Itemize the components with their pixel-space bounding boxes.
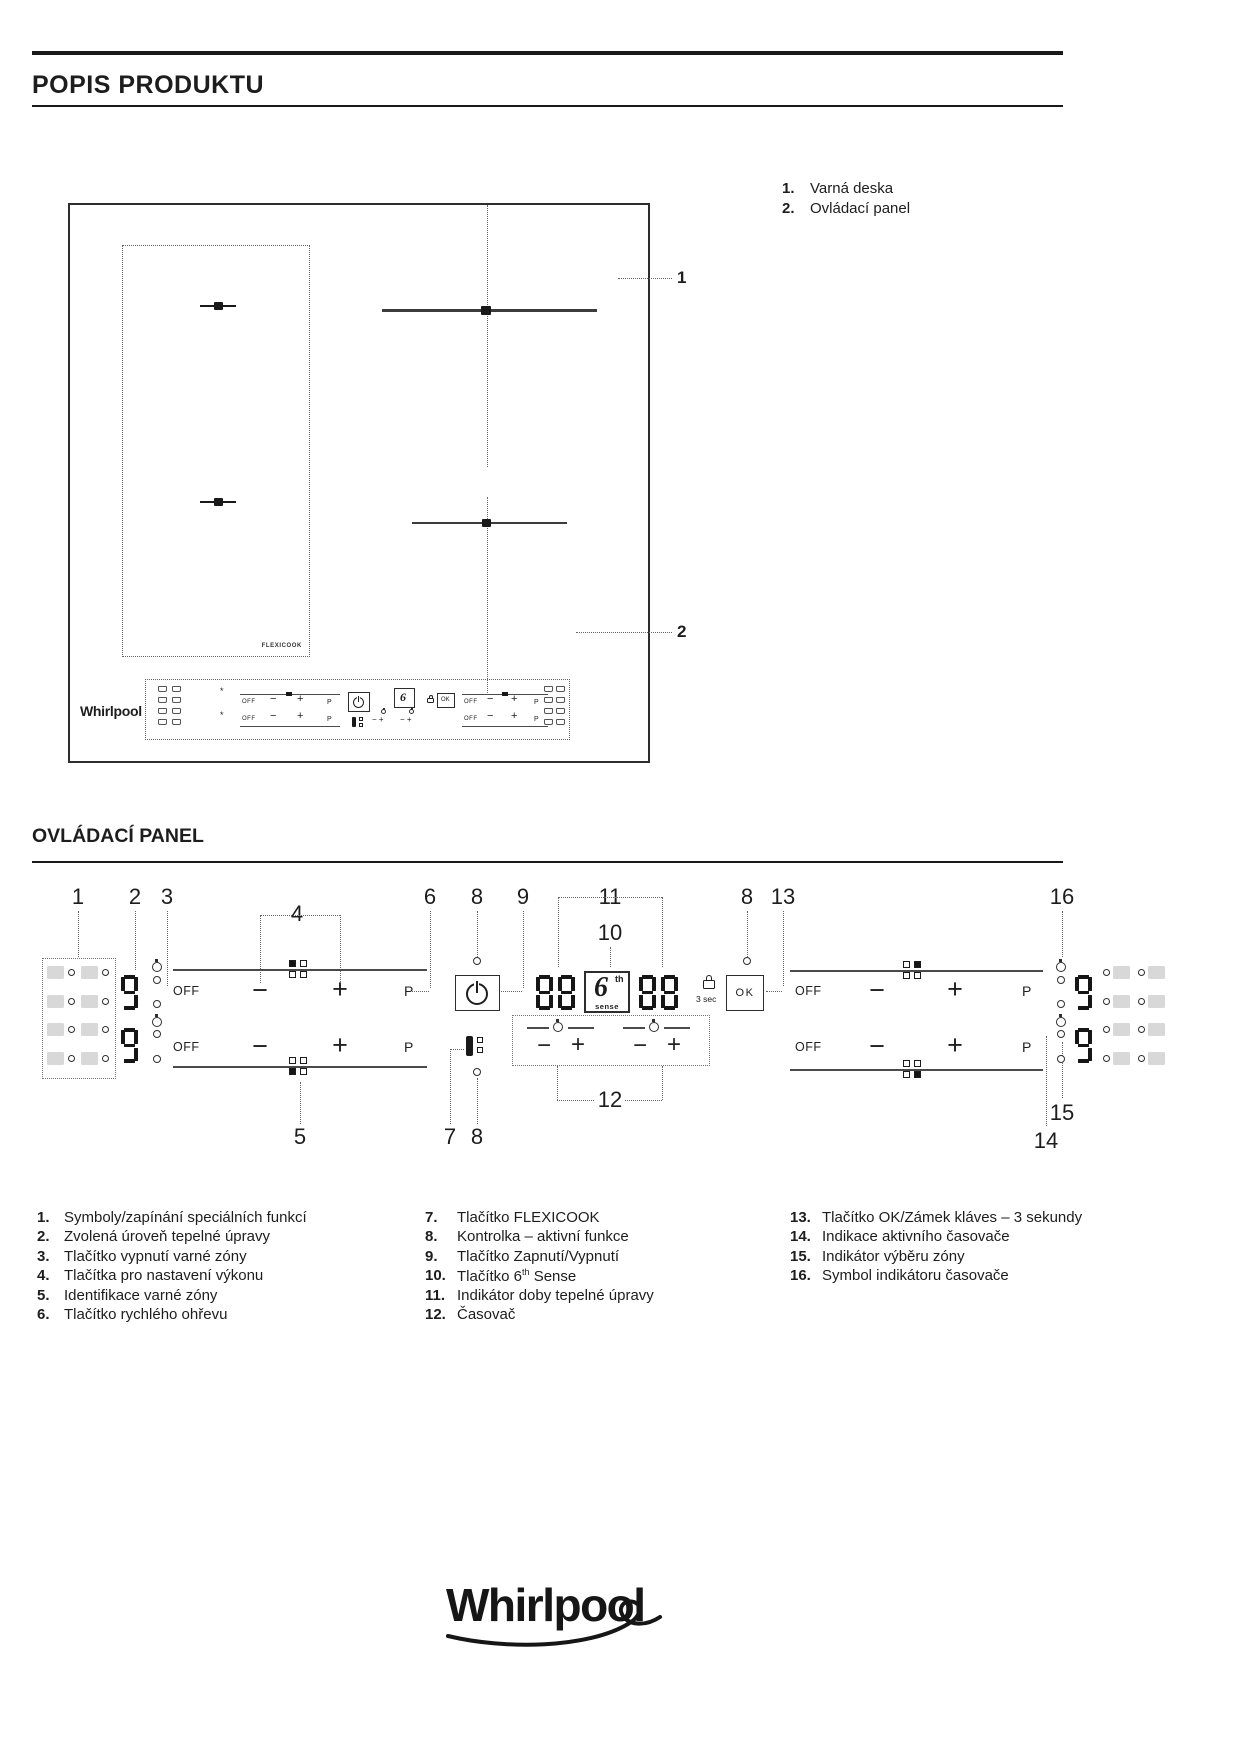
pot-icon — [544, 697, 553, 703]
mini-p-label: P — [534, 699, 539, 706]
pot-icon — [556, 686, 565, 692]
leader-line — [430, 911, 431, 988]
figure-legend-number: 1. — [782, 180, 795, 197]
panel-callout-7: 7 — [441, 1126, 459, 1148]
legend-text: Symbol indikátoru časovače — [822, 1267, 1009, 1284]
active-function-led — [743, 957, 751, 965]
legend-text: Tlačítko OK/Zámek kláves – 3 sekundy — [822, 1209, 1083, 1226]
function-key — [1113, 1023, 1130, 1036]
zone-id-square — [903, 1060, 910, 1067]
legend-number: 7. — [425, 1209, 438, 1226]
function-led — [1103, 1055, 1110, 1062]
leader-line — [135, 911, 136, 970]
function-led — [1138, 998, 1145, 1005]
plus-button: + — [947, 974, 963, 1004]
mini-slider-line — [462, 726, 548, 727]
pot-icon — [172, 686, 181, 692]
function-led — [1138, 1026, 1145, 1033]
special-function-icon: * — [220, 710, 224, 720]
panel-callout-5: 5 — [291, 1126, 309, 1148]
legend-number: 4. — [37, 1267, 50, 1284]
legend-text-6th-sense: Tlačítko 6th Sense — [457, 1267, 577, 1285]
mini-off-label: OFF — [242, 699, 256, 705]
mini-p-label: P — [327, 699, 332, 706]
panel-callout-6: 6 — [421, 886, 439, 908]
mini-timer-minus-plus: − + — [372, 715, 384, 724]
mini-flexicook-button — [352, 717, 356, 727]
zone-select-led — [1057, 1000, 1065, 1008]
leader-line — [477, 1078, 478, 1124]
function-led — [68, 998, 75, 1005]
function-led — [1103, 1026, 1110, 1033]
zone-id-square — [914, 961, 921, 968]
panel-callout-10: 10 — [595, 922, 625, 944]
mini-6th-sense-digit: 6 — [400, 690, 406, 704]
function-key — [47, 1023, 64, 1036]
pot-icon — [158, 708, 167, 714]
timer-line — [623, 1027, 645, 1029]
panel-callout-12: 12 — [595, 1089, 625, 1111]
leader-line — [610, 947, 611, 967]
zone-cross-center — [482, 519, 491, 527]
zone-cross-vertical — [487, 205, 488, 467]
minus-button: − — [252, 1031, 268, 1061]
mini-flexicook-square — [359, 717, 363, 721]
off-button: OFF — [173, 1040, 200, 1054]
leader-line — [747, 911, 748, 957]
mini-timer-minus-plus: − + — [400, 715, 412, 724]
mini-slider-line — [240, 726, 340, 727]
legend-number: 6. — [37, 1306, 50, 1323]
active-function-led — [473, 957, 481, 965]
panel-callout-16: 16 — [1047, 886, 1077, 908]
zone-id-square — [289, 960, 296, 967]
cook-time-display — [536, 975, 575, 1010]
legend-number: 9. — [425, 1248, 438, 1265]
mini-lock-icon — [427, 698, 434, 703]
pot-icon — [544, 686, 553, 692]
legend-number: 1. — [37, 1209, 50, 1226]
whirlpool-wordmark: Whirlpool — [446, 1579, 645, 1631]
mini-plus: + — [297, 710, 304, 722]
function-key — [1113, 966, 1130, 979]
function-key — [1113, 995, 1130, 1008]
function-key — [47, 966, 64, 979]
zone-select-led — [153, 1030, 161, 1038]
timer-indicator-icon — [152, 962, 162, 972]
legend-text: Tlačítko FLEXICOOK — [457, 1209, 600, 1226]
pot-icon — [544, 719, 553, 725]
whirlpool-logo-small: Whirlpool — [80, 703, 142, 719]
legend-text: Symboly/zapínání speciálních funkcí — [64, 1209, 307, 1226]
mini-zone-marker — [502, 692, 508, 696]
timer-indicator-icon — [152, 1017, 162, 1027]
timer-minus-button: − — [536, 1032, 551, 1059]
leader-line — [260, 915, 261, 983]
function-key — [81, 966, 98, 979]
6th-sense-label: sense — [595, 1002, 619, 1011]
pot-icon — [556, 719, 565, 725]
timer-indicator-icon — [1056, 1017, 1066, 1027]
minus-button: − — [869, 1031, 885, 1061]
function-key — [1148, 1023, 1165, 1036]
pot-icon — [158, 719, 167, 725]
function-key — [47, 1052, 64, 1065]
legend-number: 15. — [790, 1248, 811, 1265]
figure-callout-2: 2 — [677, 622, 687, 641]
legend-text: Kontrolka – aktivní funkce — [457, 1228, 629, 1245]
leader-line — [450, 1049, 464, 1050]
function-led — [102, 1055, 109, 1062]
flexicook-square — [477, 1037, 483, 1043]
timer-icon — [649, 1022, 659, 1032]
panel-callout-4: 4 — [288, 903, 306, 925]
legend-text: Indikátor doby tepelné úpravy — [457, 1287, 654, 1304]
flexicook-zone-label: FLEXICOOK — [261, 643, 302, 649]
function-key — [81, 1023, 98, 1036]
leader-line — [477, 911, 478, 957]
function-key — [1148, 995, 1165, 1008]
plus-button: + — [332, 974, 348, 1004]
zone-id-square — [914, 1060, 921, 1067]
leader-line — [78, 911, 79, 957]
function-key — [1148, 966, 1165, 979]
leader-line — [501, 991, 522, 992]
figure-legend-number: 2. — [782, 200, 795, 217]
flexi-marker-dot — [214, 498, 223, 506]
zone-select-led — [1057, 1030, 1065, 1038]
pot-icon — [158, 686, 167, 692]
off-button: OFF — [795, 1040, 822, 1054]
6th-sense-digit: 6 — [594, 972, 608, 1003]
lock-hint: 3 sec — [696, 994, 717, 1004]
mini-timer-icon — [409, 709, 414, 714]
panel-callout-1: 1 — [69, 886, 87, 908]
flexicook-square — [477, 1047, 483, 1053]
timer-line — [527, 1027, 549, 1029]
zone-select-led — [1057, 976, 1065, 984]
lock-icon — [703, 980, 715, 989]
pot-icon — [158, 697, 167, 703]
6th-sense-sup: th — [615, 974, 624, 984]
zone-id-square — [300, 971, 307, 978]
legend-number: 10. — [425, 1267, 446, 1284]
legend-text: Identifikace varné zóny — [64, 1287, 218, 1304]
timer-icon — [553, 1022, 563, 1032]
timer-plus-button: + — [666, 1031, 681, 1058]
power-boost-button: P — [404, 1039, 414, 1055]
leader-line — [412, 991, 429, 992]
zone-cross-center — [481, 306, 491, 315]
function-key — [1113, 1052, 1130, 1065]
legend-number: 3. — [37, 1248, 50, 1265]
panel-callout-3: 3 — [158, 886, 176, 908]
power-icon — [466, 983, 488, 1005]
legend-text: Tlačítko rychlého ohřevu — [64, 1306, 228, 1323]
function-led — [102, 1026, 109, 1033]
legend-text: Tlačítko vypnutí varné zóny — [64, 1248, 247, 1265]
mini-minus: − — [270, 710, 277, 722]
figure-callout-1: 1 — [677, 268, 687, 287]
mini-plus: + — [297, 693, 304, 705]
zone-id-square — [289, 1057, 296, 1064]
leader-line — [557, 1066, 558, 1100]
leader-line — [662, 1066, 663, 1100]
timer-indicator-icon — [1056, 962, 1066, 972]
zone-select-led — [153, 1000, 161, 1008]
function-key — [1148, 1052, 1165, 1065]
legend-text: Časovač — [457, 1306, 516, 1323]
zone-id-square — [300, 960, 307, 967]
panel-callout-2: 2 — [126, 886, 144, 908]
flexi-marker-dot — [214, 302, 223, 310]
special-function-icon: * — [220, 686, 224, 696]
legend-number: 11. — [425, 1287, 446, 1304]
legend-text: Indikátor výběru zóny — [822, 1248, 965, 1265]
function-led — [68, 969, 75, 976]
plus-button: + — [947, 1030, 963, 1060]
mini-p-label: P — [327, 716, 332, 723]
legend-number: 16. — [790, 1267, 811, 1284]
legend-number: 2. — [37, 1228, 50, 1245]
mini-flexicook-square — [359, 723, 363, 727]
flexicook-button — [466, 1036, 473, 1056]
pot-icon — [556, 708, 565, 714]
function-led — [102, 998, 109, 1005]
mini-plus: + — [511, 693, 518, 705]
leader-line — [260, 915, 340, 916]
leader-line — [1062, 911, 1063, 957]
whirlpool-logo — [440, 1572, 670, 1658]
legend-number: 12. — [425, 1306, 446, 1323]
legend-text: Indikace aktivního časovače — [822, 1228, 1010, 1245]
pot-icon — [544, 708, 553, 714]
function-led — [68, 1026, 75, 1033]
zone-id-square — [300, 1057, 307, 1064]
leader-line — [450, 1049, 451, 1124]
pot-icon — [172, 697, 181, 703]
minus-button: − — [869, 975, 885, 1005]
heat-level-display — [1075, 1028, 1092, 1063]
active-function-led — [473, 1068, 481, 1076]
mini-minus: − — [270, 693, 277, 705]
figure-legend-text: Varná deska — [810, 180, 894, 197]
leader-line — [783, 911, 784, 986]
mini-off-label: OFF — [464, 699, 478, 705]
mini-plus: + — [511, 710, 518, 722]
top-rule — [32, 51, 1063, 55]
function-led — [1138, 1055, 1145, 1062]
legend-number: 8. — [425, 1228, 438, 1245]
function-led — [1103, 969, 1110, 976]
page-title: POPIS PRODUKTU — [32, 71, 265, 99]
leader-line — [766, 991, 782, 992]
zone-select-led — [153, 976, 161, 984]
panel-callout-8: 8 — [738, 886, 756, 908]
pot-icon — [172, 708, 181, 714]
legend-number: 13. — [790, 1209, 811, 1226]
power-boost-button: P — [404, 983, 414, 999]
mini-off-label: OFF — [464, 716, 478, 722]
mini-off-label: OFF — [242, 716, 256, 722]
pot-icon — [172, 719, 181, 725]
timer-minus-button: − — [632, 1032, 647, 1059]
zone-select-led — [153, 1055, 161, 1063]
off-button: OFF — [173, 984, 200, 998]
ok-label: OK — [735, 987, 755, 999]
cook-time-display — [639, 975, 678, 1010]
heat-level-display — [121, 1028, 138, 1063]
callout-1-leader — [618, 278, 672, 279]
power-boost-button: P — [1022, 1039, 1032, 1055]
plus-button: + — [332, 1030, 348, 1060]
zone-id-square — [914, 972, 921, 979]
leader-line — [558, 897, 559, 967]
figure-legend-text: Ovládací panel — [810, 200, 911, 217]
zone-id-square — [289, 971, 296, 978]
leader-line — [300, 1082, 301, 1124]
mini-minus: − — [487, 693, 494, 705]
panel-callout-9: 9 — [514, 886, 532, 908]
power-boost-button: P — [1022, 983, 1032, 999]
leader-line — [662, 897, 663, 967]
mini-minus: − — [487, 710, 494, 722]
mini-ok-label: OK — [441, 697, 450, 703]
legend-text: Zvolená úroveň tepelné úpravy — [64, 1228, 270, 1245]
zone-select-led — [1057, 1055, 1065, 1063]
legend-number: 14. — [790, 1228, 811, 1245]
leader-line — [167, 911, 168, 986]
zone-id-square — [289, 1068, 296, 1075]
zone-id-square — [300, 1068, 307, 1075]
function-key — [81, 1052, 98, 1065]
legend-number: 5. — [37, 1287, 50, 1304]
mini-p-label: P — [534, 716, 539, 723]
heat-level-display — [1075, 975, 1092, 1010]
minus-button: − — [252, 975, 268, 1005]
whirlpool-swoosh — [440, 1572, 670, 1658]
panel-callout-8: 8 — [468, 886, 486, 908]
mini-timer-icon — [381, 709, 386, 714]
section-underline — [32, 861, 1063, 863]
function-led — [1103, 998, 1110, 1005]
leader-line — [1046, 1036, 1047, 1126]
function-key — [81, 995, 98, 1008]
function-led — [102, 969, 109, 976]
zone-id-square — [903, 961, 910, 968]
panel-callout-8: 8 — [468, 1126, 486, 1148]
zone-id-square — [914, 1071, 921, 1078]
zone-id-square — [903, 1071, 910, 1078]
mini-zone-marker — [286, 692, 292, 696]
function-led — [68, 1055, 75, 1062]
pot-icon — [556, 697, 565, 703]
leader-line — [1062, 1042, 1063, 1098]
legend-text: Tlačítka pro nastavení výkonu — [64, 1267, 264, 1284]
legend-text: Tlačítko Zapnutí/Vypnutí — [457, 1248, 620, 1265]
panel-callout-13: 13 — [768, 886, 798, 908]
leader-line — [523, 911, 524, 988]
timer-line — [664, 1027, 690, 1029]
section-title: OVLÁDACÍ PANEL — [32, 825, 204, 847]
zone-id-square — [903, 972, 910, 979]
off-button: OFF — [795, 984, 822, 998]
function-led — [1138, 969, 1145, 976]
panel-callout-14: 14 — [1031, 1130, 1061, 1152]
title-underline — [32, 105, 1063, 107]
panel-callout-11: 11 — [596, 886, 625, 908]
function-key — [47, 995, 64, 1008]
callout-2-leader — [576, 632, 672, 633]
leader-line — [558, 897, 662, 898]
timer-plus-button: + — [570, 1031, 585, 1058]
power-icon — [353, 697, 364, 708]
panel-callout-15: 15 — [1047, 1102, 1077, 1124]
heat-level-display — [121, 975, 138, 1010]
timer-line — [568, 1027, 594, 1029]
